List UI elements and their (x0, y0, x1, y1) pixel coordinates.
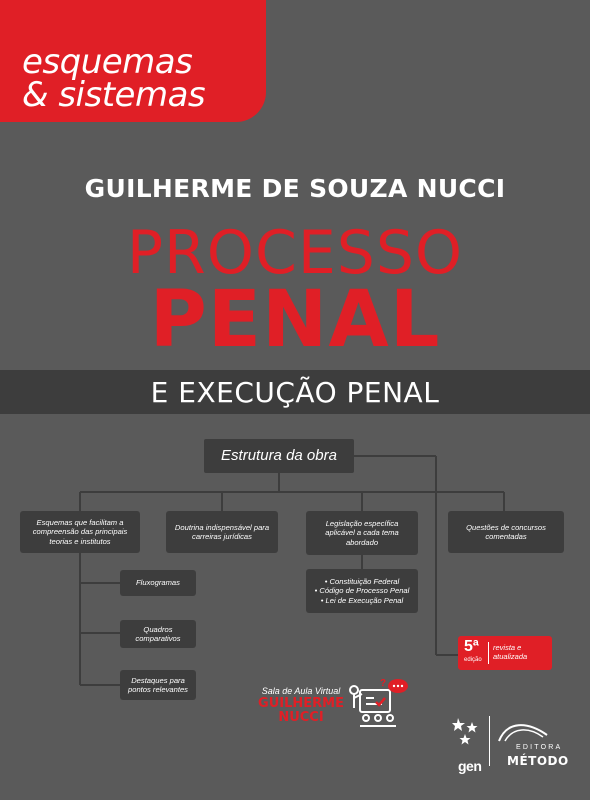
diagram-branch-1: Esquemas que facilitam a compreensão das principais teorias e institutos (20, 511, 140, 553)
classroom-name-line-1: GUILHERME (258, 696, 344, 711)
edition-badge (458, 636, 552, 670)
series-line-1: esquemas (22, 42, 193, 82)
diagram-branch-2: Doutrina indispensável para carreiras jurídicas (166, 511, 278, 553)
edition-note-line-1: revista e (493, 643, 522, 652)
gen-logo-icon (452, 716, 486, 756)
diagram-branch-3: Legislação específica aplicável a cada tema abordado (306, 511, 418, 555)
edition-note (493, 643, 527, 662)
edition-note-line-2: atualizada (493, 652, 528, 662)
title-line-1: PROCESSO (126, 218, 464, 288)
diagram-sub-item-2: Quadros comparativos (120, 620, 196, 648)
series-line-2: & sistemas (22, 75, 206, 115)
edition-divider (488, 642, 489, 664)
virtual-classroom-name (246, 697, 356, 724)
virtual-classroom-label: Sala de Aula Virtual (261, 686, 341, 696)
edition-label: edição (464, 657, 482, 663)
diagram-legislation-list (306, 569, 418, 613)
legislation-item: • Lei de Execução Penal (320, 595, 404, 605)
svg-text:?: ? (380, 678, 387, 689)
metodo-logo-icon (493, 719, 553, 745)
diagram-branch-4: Questões de concursos comentadas (448, 511, 564, 553)
author-name: GUILHERME DE SOUZA NUCCI (84, 174, 506, 203)
publisher-editora: EDITORA (516, 744, 563, 751)
diagram-sub-item-3: Destaques para pontos relevantes (120, 670, 196, 700)
classroom-name-line-2: NUCCI (278, 709, 324, 725)
title-line-2: PENAL (149, 275, 441, 365)
subtitle: E EXECUÇÃO PENAL (150, 376, 440, 409)
gen-logo-text: gen (458, 758, 482, 774)
virtual-classroom-icon (346, 676, 416, 730)
publisher-divider (489, 716, 490, 766)
legislation-item: • Código de Processo Penal (314, 586, 410, 596)
legislation-item: • Constituição Federal (324, 576, 400, 586)
diagram-sub-item-1: Fluxogramas (120, 570, 196, 596)
edition-number: 5ª (464, 638, 479, 655)
diagram-root: Estrutura da obra (204, 439, 354, 473)
publisher-metodo: MÉTODO (507, 754, 569, 768)
